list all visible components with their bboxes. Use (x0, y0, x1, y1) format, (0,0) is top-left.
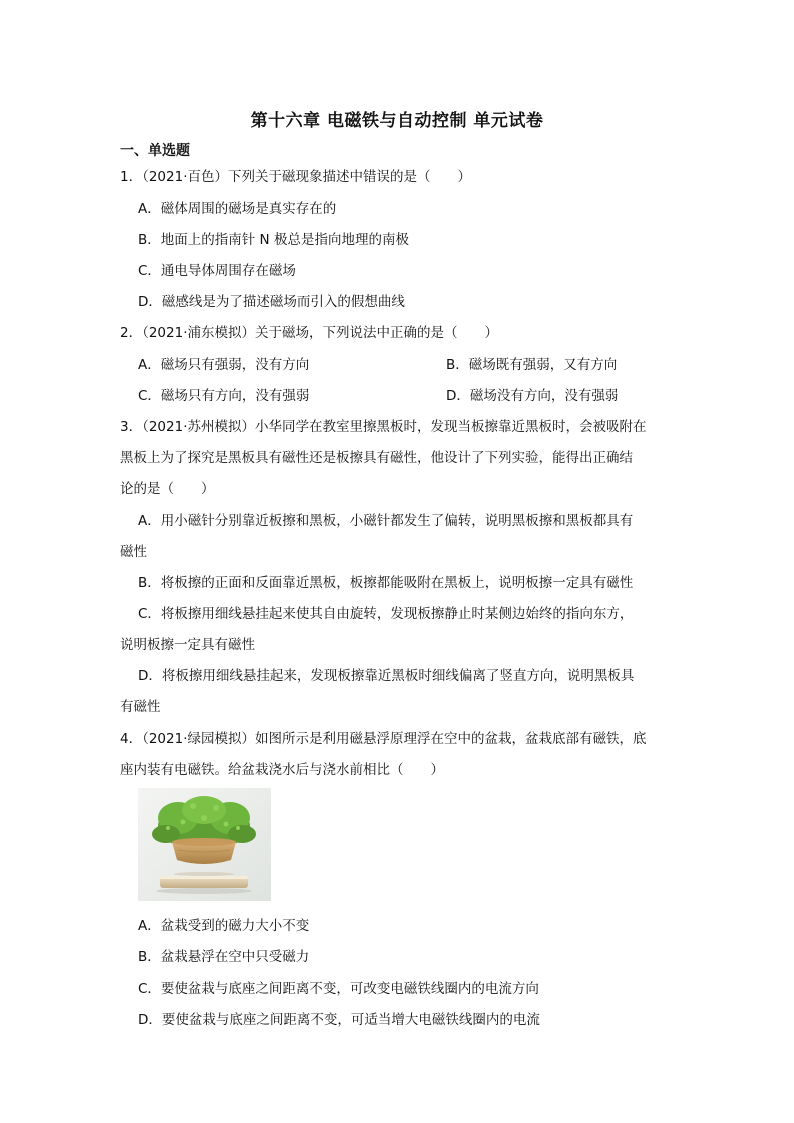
levitating-plant-image (138, 788, 271, 901)
question-text: 如图所示是利用磁悬浮原理浮在空中的盆栽，盆栽底部有磁铁，底 (255, 731, 647, 747)
question-1-option-d: D．磁感线是为了描述磁场而引入的假想曲线 (138, 294, 405, 310)
question-source: （2021·百色） (142, 169, 228, 185)
page-title: 第十六章 电磁铁与自动控制 单元试卷 (250, 111, 544, 131)
question-2-option-d: D．磁场没有方向，没有强弱 (446, 388, 619, 404)
question-text: 关于磁场，下列说法中正确的是（ ） (255, 325, 498, 341)
question-4-stem (120, 727, 647, 747)
question-source: （2021·浦东模拟） (142, 325, 255, 341)
question-4-option-d: D．要使盆栽与底座之间距离不变，可适当增大电磁铁线圈内的电流 (138, 1012, 540, 1028)
question-3-stem (120, 415, 647, 435)
question-2-option-c: C．磁场只有方向，没有强弱 (138, 388, 310, 404)
question-text: 下列关于磁现象描述中错误的是（ ） (228, 169, 471, 185)
question-2-stem (120, 321, 498, 341)
question-1-option-a: A．磁体周围的磁场是真实存在的 (138, 201, 337, 217)
question-number: 3． (120, 419, 143, 435)
question-text: 小华同学在教室里擦黑板时，发现当板擦靠近黑板时，会被吸附在 (255, 419, 647, 435)
question-3-option-c: C．将板擦用细线悬挂起来使其自由旋转，发现板擦静止时某侧边始终的指向东方， (138, 606, 634, 622)
question-3-option-b: B．将板擦的正面和反面靠近黑板，板擦都能吸附在黑板上，说明板擦一定具有磁性 (138, 575, 634, 591)
question-2-option-b: B．磁场既有强弱，又有方向 (446, 357, 618, 373)
question-number: 4． (120, 731, 143, 747)
question-source: （2021·苏州模拟） (142, 419, 255, 435)
question-number: 2． (120, 325, 143, 341)
question-4-option-b: B．盆栽悬浮在空中只受磁力 (138, 949, 310, 965)
question-4-stem-line-2: 座内装有电磁铁。给盆栽浇水后与浇水前相比（ ） (120, 762, 444, 778)
question-1-option-c: C．通电导体周围存在磁场 (138, 263, 296, 279)
section-heading: 一、单选题 (120, 143, 190, 159)
question-3-stem-line-2: 黑板上为了探究是黑板具有磁性还是板擦具有磁性，他设计了下列实验，能得出正确结 (120, 450, 633, 466)
question-1-stem (120, 165, 471, 185)
question-3-option-d: D．将板擦用细线悬挂起来，发现板擦靠近黑板时细线偏离了竖直方向，说明黑板具 (138, 668, 635, 684)
question-3-option-a: A．用小磁针分别靠近板擦和黑板，小磁针都发生了偏转，说明黑板擦和黑板都具有 (138, 513, 634, 529)
question-source: （2021·绿园模拟） (142, 731, 255, 747)
question-3-option-a-cont: 磁性 (120, 544, 147, 560)
question-4-option-a: A．盆栽受到的磁力大小不变 (138, 918, 310, 934)
question-3-option-c-cont: 说明板擦一定具有磁性 (120, 637, 255, 653)
question-3-stem-line-3: 论的是（ ） (120, 481, 215, 497)
question-3-option-d-cont: 有磁性 (120, 699, 161, 715)
question-4-option-c: C．要使盆栽与底座之间距离不变，可改变电磁铁线圈内的电流方向 (138, 981, 539, 997)
question-2-option-a: A．磁场只有强弱，没有方向 (138, 357, 310, 373)
question-number: 1． (120, 169, 143, 185)
question-1-option-b: B．地面上的指南针 N 极总是指向地理的南极 (138, 232, 409, 248)
